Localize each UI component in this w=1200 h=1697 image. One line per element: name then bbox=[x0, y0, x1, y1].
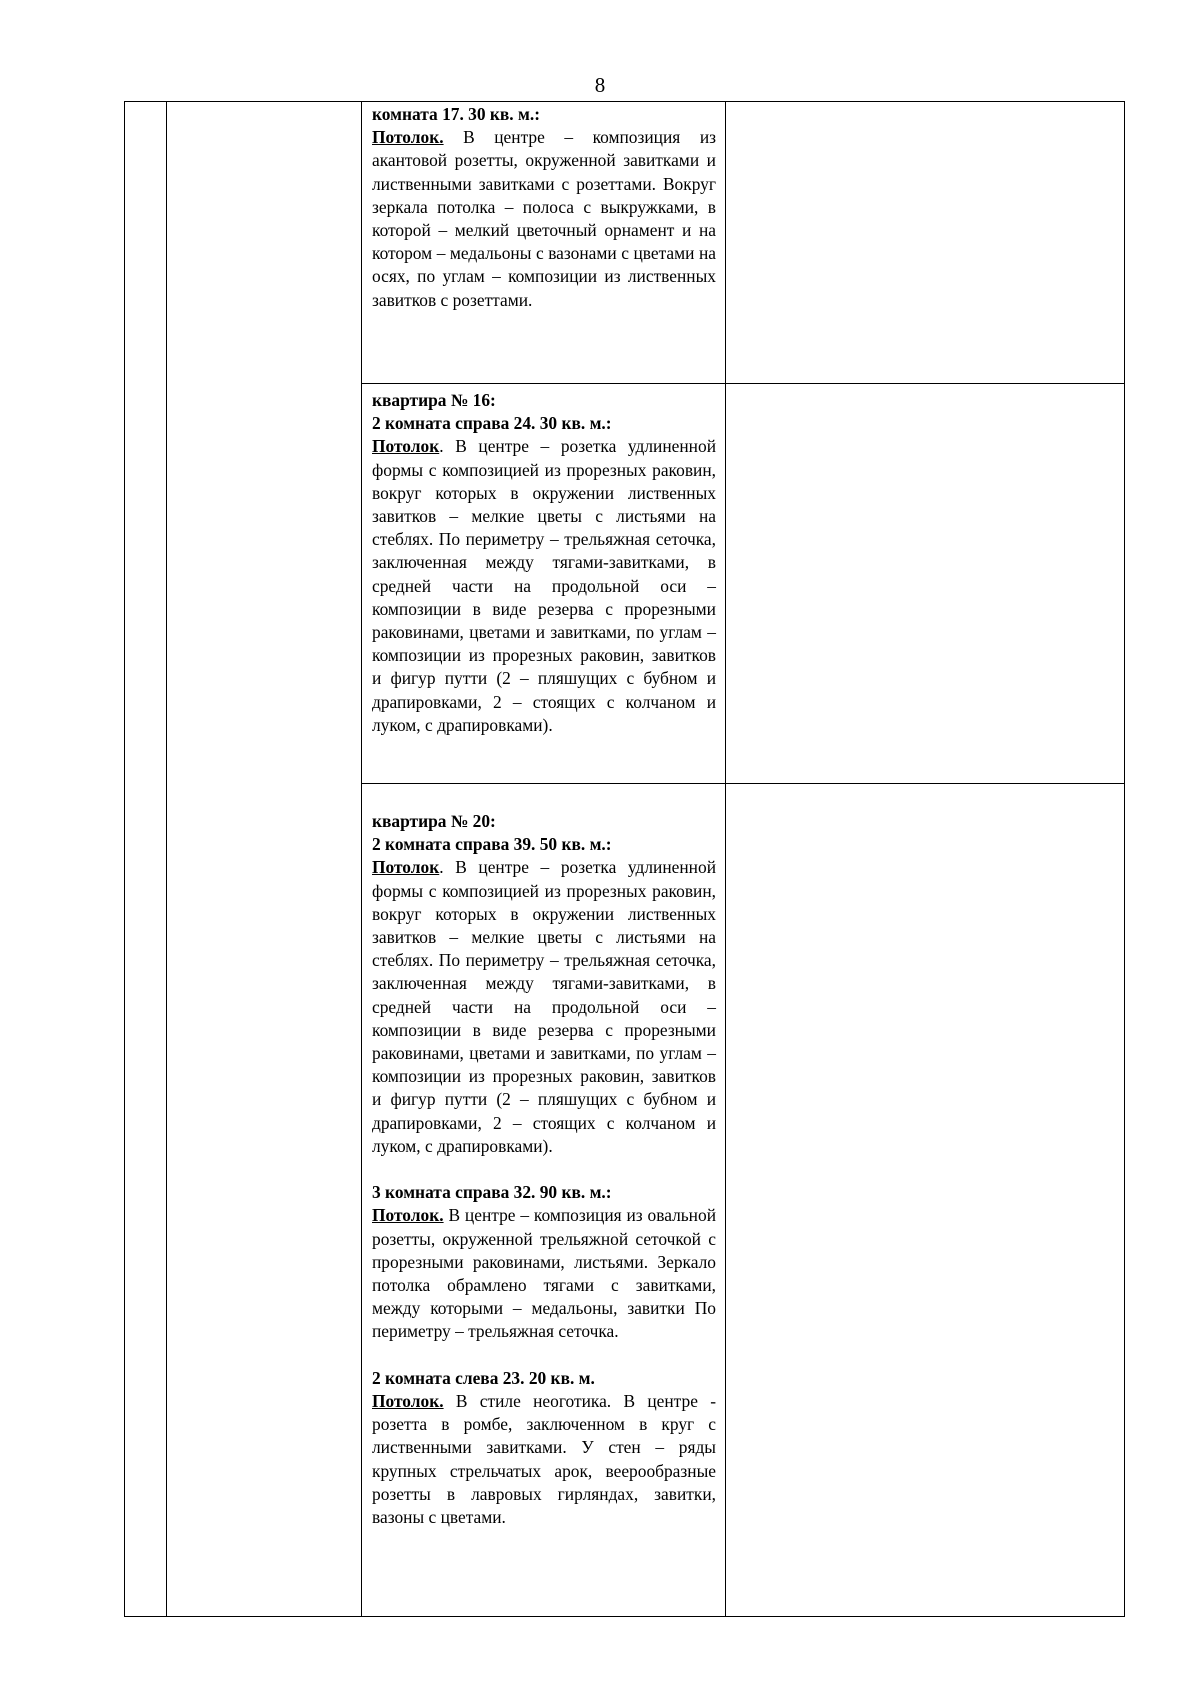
description-cell bbox=[362, 384, 726, 784]
notes-cell bbox=[726, 102, 1125, 384]
ceiling-term: Потолок bbox=[372, 436, 440, 457]
description-cell bbox=[362, 784, 726, 1617]
ceiling-term: Потолок bbox=[372, 857, 440, 878]
room-heading: 2 комната справа 39. 50 кв. м.: bbox=[372, 834, 612, 855]
room-heading: 2 комната слева 23. 20 кв. м. bbox=[372, 1367, 595, 1388]
notes-cell bbox=[726, 784, 1125, 1617]
ceiling-description: . В центре – розетка удлиненной формы с композицией из прорезных раковин, вокруг которых в окружении лиственных завитков – мелкие цветы с листьями на стеблях. По периметру – трельяжная сеточка, заключенная между тягами-завитками, в средней части на продольной оси – композиции в виде резерва с прорезными раковинами, цветами и завитками, по углам – композиции из прорезных раковин, завитков и фигур путти (2 – пляшущих с бубном и драпировками, 2 – стоящих с колчаном и луком, с драпировками). bbox=[372, 857, 716, 1156]
apartment-heading: квартира № 16: bbox=[372, 390, 496, 410]
apartment-heading: квартира № 20: bbox=[372, 811, 496, 831]
page-number: 8 bbox=[594, 73, 606, 97]
monument-description-table bbox=[124, 101, 1125, 1617]
table-row bbox=[125, 102, 1125, 384]
object-name-column-cell bbox=[167, 102, 362, 1617]
room-heading: 2 комната справа 24. 30 кв. м.: bbox=[372, 413, 612, 434]
description-cell bbox=[362, 102, 726, 384]
ceiling-term: Потолок. bbox=[372, 1391, 444, 1412]
room-heading: 3 комната справа 32. 90 кв. м.: bbox=[372, 1182, 612, 1203]
ceiling-description: В центре – композиция из овальной розетты, окруженной трельяжной сеточкой с прорезными раковинами, листьями. Зеркало потолка обрамлено тягами с завитками, между которыми – медальоны, завитки По периметру – трельяжная сеточка. bbox=[372, 1205, 716, 1342]
room-heading: комната 17. 30 кв. м.: bbox=[372, 104, 540, 124]
ceiling-term: Потолок. bbox=[372, 1205, 444, 1226]
description-text bbox=[362, 102, 725, 312]
ceiling-description: . В центре – розетка удлиненной формы с композицией из прорезных раковин, вокруг которых в окружении лиственных завитков – мелкие цветы с листьями на стеблях. По периметру – трельяжная сеточка, заключенная между тягами-завитками, в средней части на продольной оси – композиции в виде резерва с прорезными раковинами, цветами и завитками, по углам – композиции из прорезных раковин, завитков и фигур путти (2 – пляшущих с бубном и драпировками, 2 – стоящих с колчаном и луком, с драпировками). bbox=[372, 436, 716, 735]
ceiling-description: В стиле неоготика. В центре - розетта в ромбе, заключенном в круг с лиственными завитками. У стен – ряды крупных стрельчатых арок, веерообразные розетты в лавровых гирляндах, завитки, вазоны с цветами. bbox=[372, 1391, 716, 1528]
description-text bbox=[362, 384, 725, 737]
notes-cell bbox=[726, 384, 1125, 784]
number-column-cell bbox=[125, 102, 167, 1617]
description-text bbox=[362, 784, 725, 1529]
ceiling-term: Потолок. bbox=[372, 127, 444, 148]
ceiling-description: В центре – композиция из акантовой розетты, окруженной завитками и лиственными завитками с розеттами. Вокруг зеркала потолка – полоса с выкружками, в которой – мелкий цветочный орнамент и на котором – медальоны с вазонами с цветами на осях, по углам – композиции из лиственных завитков с розеттами. bbox=[372, 127, 716, 310]
